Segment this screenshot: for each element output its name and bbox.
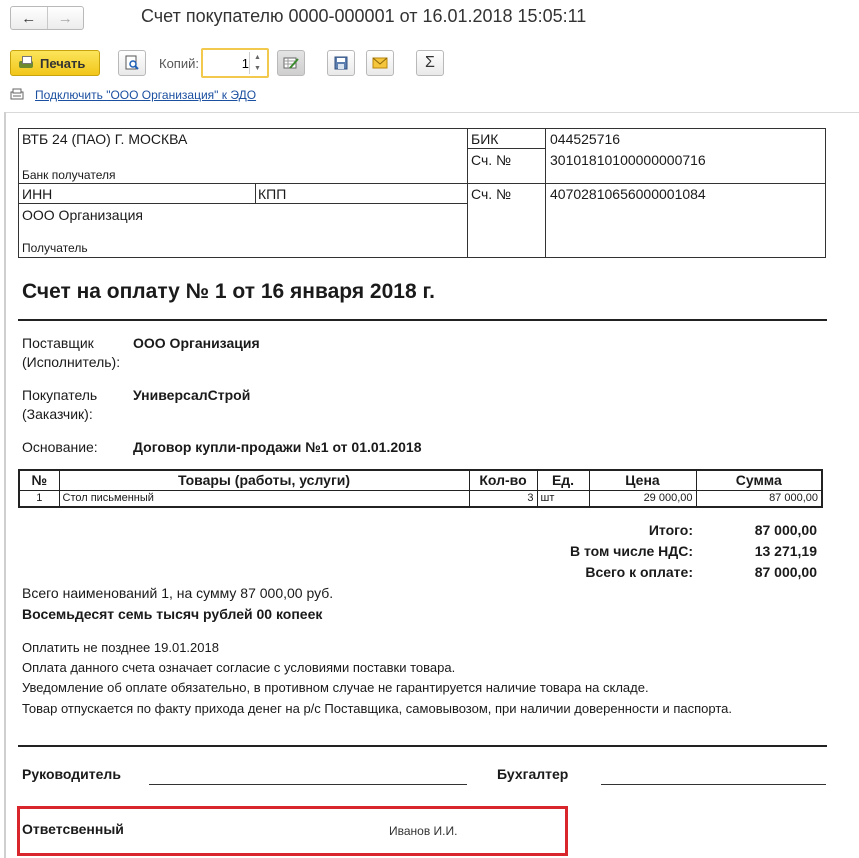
floppy-disk-icon [333,55,349,71]
bik-label: БИК [471,131,499,147]
shipment-note: Товар отпускается по факту прихода денег на р/с Поставщика, самовывозом, при наличии доверенности и паспорта. [22,701,732,716]
to-pay-label: Всего к оплате: [585,564,693,580]
envelope-icon [372,55,388,71]
table-row [19,490,822,507]
basis-label: Основание: [22,439,98,455]
navigation-buttons [10,6,84,30]
bank-details-table [18,128,826,258]
copies-label: Копий: [159,56,199,71]
row-price: 29 000,00 [589,490,696,507]
printer-icon [18,56,34,70]
print-button[interactable] [10,50,100,76]
edit-mode-button[interactable] [277,50,305,76]
document-top-border [4,112,859,113]
col-name-header: Товары (работы, услуги) [59,470,469,490]
print-button-label: Печать [40,55,86,71]
copies-stepper[interactable] [249,52,265,74]
bank-name: ВТБ 24 (ПАО) Г. МОСКВА [22,131,188,147]
vat-label: В том числе НДС: [569,543,693,559]
buyer-value: УниверсалСтрой [133,387,251,403]
sum-button[interactable] [416,50,444,76]
row-qty: 3 [469,490,537,507]
accountant-signature-line [601,784,826,785]
vat-value: 13 271,19 [754,543,817,559]
items-summary: Всего наименований 1, на сумму 87 000,00 руб. [22,585,334,601]
copies-field[interactable] [201,48,269,78]
col-unit-header: Ед. [537,470,589,490]
supplier-value: ООО Организация [133,335,260,351]
total-label: Итого: [648,522,693,538]
head-signature-label: Руководитель [22,766,121,782]
total-value: 87 000,00 [754,522,817,538]
row-sum: 87 000,00 [696,490,822,507]
save-button[interactable] [327,50,355,76]
corr-account-value: 30101810100000000716 [550,152,706,168]
row-name: Стол письменный [59,490,469,507]
row-num: 1 [36,492,43,505]
edit-table-icon [283,55,299,71]
inn-label: ИНН [22,186,53,202]
col-num-header: № [19,470,59,490]
kpp-label: КПП [258,186,287,202]
accountant-signature-label: Бухгалтер [497,766,569,782]
send-email-button[interactable] [366,50,394,76]
notice-note: Уведомление об оплате обязательно, в противном случае не гарантируется наличие товара на складе. [22,680,649,695]
heading-divider [18,319,827,321]
responsible-label: Ответсвенный [22,821,124,837]
preview-magnifier-icon [124,55,140,71]
stepper-up-icon[interactable]: ▲ [254,54,261,61]
signatures-divider [18,745,827,747]
bik-value: 044525716 [550,131,621,147]
col-qty-header: Кол-во [469,470,537,490]
bank-caption: Банк получателя [22,168,116,182]
edo-connect-link[interactable]: Подключить "ООО Организация" к ЭДО [35,88,257,102]
amount-in-words: Восемьдесят семь тысяч рублей 00 копеек [22,606,323,622]
col-sum-header: Сумма [696,470,822,490]
invoice-heading: Счет на оплату № 1 от 16 января 2018 г. [22,280,435,303]
back-arrow-icon[interactable]: ← [11,7,48,29]
recipient-caption: Получатель [22,241,88,255]
edo-connect-icon [10,88,24,102]
head-signature-line [149,784,467,785]
sigma-icon: Σ [425,54,435,71]
col-price-header: Цена [589,470,696,490]
pay-by-note: Оплатить не позднее 19.01.2018 [22,640,219,655]
row-unit: шт [537,490,589,507]
basis-value: Договор купли-продажи №1 от 01.01.2018 [133,439,422,455]
stepper-down-icon[interactable]: ▼ [254,65,261,72]
responsible-name: Иванов И.И. [389,824,458,838]
goods-table [18,469,823,508]
account-value: 40702810656000001084 [550,186,706,202]
buyer-label: Покупатель (Заказчик): [22,387,98,422]
copies-input[interactable] [207,54,249,72]
corr-account-label: Сч. № [471,152,512,168]
window-title: Счет покупателю 0000-000001 от 16.01.2018 15:05:11 [141,6,587,26]
to-pay-value: 87 000,00 [754,564,817,580]
recipient-name: ООО Организация [22,207,143,223]
consent-note: Оплата данного счета означает согласие с условиями поставки товара. [22,660,456,675]
goods-header-row [19,470,822,490]
document-left-border [4,112,6,858]
preview-button[interactable] [118,50,146,76]
forward-arrow-icon[interactable]: → [57,9,73,27]
account-label: Сч. № [471,186,512,202]
supplier-label: Поставщик (Исполнитель): [22,335,121,370]
